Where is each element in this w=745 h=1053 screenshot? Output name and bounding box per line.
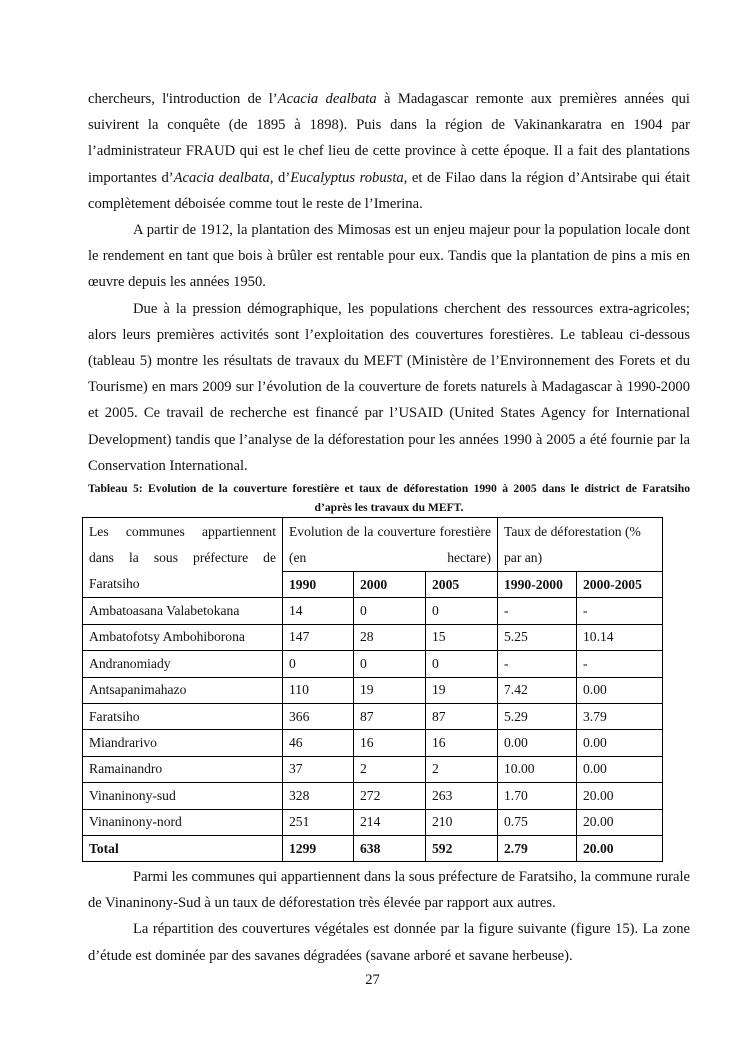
cover-2000: 0 xyxy=(354,598,426,624)
rate-2000-2005: 0.00 xyxy=(577,677,663,703)
table-row xyxy=(83,730,663,756)
cover-1990: 14 xyxy=(283,598,354,624)
text-segment: à Madagascar remonte aux premières années qui suivirent la conquête (de 1895 à 1898). Puis dans la région de Vakinankaratra en 1904 par l’administrateur FRAUD qui est le chef lieu de cette province à cette époque. Il a fait des plantations importantes d’ xyxy=(88,91,690,186)
rate-2000-2005: 20.00 xyxy=(577,809,663,835)
cover-2000: 28 xyxy=(354,624,426,650)
table-caption xyxy=(88,479,690,517)
paragraph-acacia-history xyxy=(88,86,690,217)
cover-1990: 0 xyxy=(283,651,354,677)
rate-1990-2000: 0.00 xyxy=(498,730,577,756)
rate-1990-2000: 0.75 xyxy=(498,809,577,835)
text-segment: chercheurs, l'introduction de l’ xyxy=(88,91,278,107)
rate-2000-2005: - xyxy=(577,651,663,677)
species-name: Eucalyptus robusta xyxy=(290,169,404,186)
cover-1990: 110 xyxy=(283,677,354,703)
text-segment: , et de Filao dans la région d’Antsirabe qui était complètement déboisée comme tout le reste de l’Imerina. xyxy=(88,169,690,212)
rate-1990-2000: 1.70 xyxy=(498,783,577,809)
paragraph-mimosa-plantation xyxy=(88,217,690,296)
table-caption-line1: Tableau 5: Evolution de la couverture forestière et taux de déforestation 1990 à 2005 dans le district de Faratsiho xyxy=(88,482,690,496)
table-row xyxy=(83,756,663,782)
cover-2005: 15 xyxy=(426,624,498,650)
cover-2005: 0 xyxy=(426,598,498,624)
cover-1990: 37 xyxy=(283,756,354,782)
cover-2000: 214 xyxy=(354,809,426,835)
total-label: Total xyxy=(83,835,283,861)
header-period-1990-2000: 1990-2000 xyxy=(498,572,577,598)
cover-2000: 2 xyxy=(354,756,426,782)
header-forest-cover: Evolution de la couverture forestière (en hectare) xyxy=(283,518,498,572)
total-rate-2000-2005: 20.00 xyxy=(577,835,663,861)
header-communes: Les communes appartiennent dans la sous préfecture de Faratsiho xyxy=(83,518,283,598)
table-row xyxy=(83,703,663,729)
rate-1990-2000: - xyxy=(498,651,577,677)
cover-2000: 272 xyxy=(354,783,426,809)
header-year-1990: 1990 xyxy=(283,572,354,598)
body-text-before-table xyxy=(88,86,690,517)
table-row xyxy=(83,783,663,809)
table-row xyxy=(83,809,663,835)
commune-name: Miandrarivo xyxy=(83,730,283,756)
page-number: 27 xyxy=(365,972,380,988)
species-name: Acacia dealbata xyxy=(173,169,270,186)
cover-2005: 19 xyxy=(426,677,498,703)
cover-2000: 87 xyxy=(354,703,426,729)
rate-2000-2005: 0.00 xyxy=(577,756,663,782)
commune-name: Vinaninony-sud xyxy=(83,783,283,809)
header-period-2000-2005: 2000-2005 xyxy=(577,572,663,598)
cover-1990: 251 xyxy=(283,809,354,835)
text-segment: , d’ xyxy=(269,169,291,186)
cover-2005: 16 xyxy=(426,730,498,756)
commune-name: Ambatoasana Valabetokana xyxy=(83,598,283,624)
rate-2000-2005: 10.14 xyxy=(577,624,663,650)
paragraph-vegetation-cover: La répartition des couvertures végétales est donnée par la figure suivante (figure 15). La zone d’étude est dominée par des savanes dégradées (savane arboré et savane herbeuse). xyxy=(88,921,690,964)
cover-2000: 0 xyxy=(354,651,426,677)
header-deforestation-rate: Taux de déforestation (% par an) xyxy=(498,518,663,572)
table-header-row xyxy=(83,518,663,572)
header-year-2000: 2000 xyxy=(354,572,426,598)
header-year-2005: 2005 xyxy=(426,572,498,598)
total-rate-1990-2000: 2.79 xyxy=(498,835,577,861)
paragraph-vinaninony-sud: Parmi les communes qui appartiennent dans la sous préfecture de Faratsiho, la commune rurale de Vinaninony-Sud à un taux de déforestation très élevée par rapport aux autres. xyxy=(88,869,690,912)
rate-1990-2000: - xyxy=(498,598,577,624)
commune-name: Vinaninony-nord xyxy=(83,809,283,835)
table-caption-line2: d’après les travaux du MEFT. xyxy=(314,501,464,515)
body-text-after-table xyxy=(88,864,690,969)
table-row xyxy=(83,624,663,650)
commune-name: Antsapanimahazo xyxy=(83,677,283,703)
total-2000: 638 xyxy=(354,835,426,861)
cover-2005: 2 xyxy=(426,756,498,782)
deforestation-table xyxy=(82,517,663,862)
paragraph-demographic-pressure xyxy=(88,296,690,479)
table-row xyxy=(83,598,663,624)
rate-1990-2000: 7.42 xyxy=(498,677,577,703)
commune-name: Faratsiho xyxy=(83,703,283,729)
text-segment: Due à la pression démographique, les populations cherchent des ressources extra-agricoles; alors leurs premières activités sont l’exploitation des couvertures forestières. Le tableau ci-dessous (tableau 5) montre les résultats de travaux du MEFT (Ministère de l’Environnement des Forets et du Tourisme) en mars 2009 sur l’évolution de la couverture de forets naturels à Madagascar à 1990-2000 et 2005. Ce travail de recherche est financé par l’USAID (United States Agency for International Development) tandis que l’analyse de la déforestation pour les années 1990 à 2005 a été fournie par la Conservation International. xyxy=(88,300,690,474)
table-row xyxy=(83,677,663,703)
rate-2000-2005: 3.79 xyxy=(577,703,663,729)
table-row xyxy=(83,651,663,677)
text-segment: A partir de 1912, la plantation des Mimosas est un enjeu majeur pour la population locale dont le rendement en tant que bois à brûler est rentable pour eux. Tandis que la plantation de pins a mis en œuvre depuis les années 1950. xyxy=(88,222,690,291)
cover-2005: 87 xyxy=(426,703,498,729)
cover-2000: 19 xyxy=(354,677,426,703)
species-name: Acacia dealbata xyxy=(277,91,377,107)
commune-name: Ramainandro xyxy=(83,756,283,782)
total-2005: 592 xyxy=(426,835,498,861)
rate-1990-2000: 5.29 xyxy=(498,703,577,729)
cover-2005: 0 xyxy=(426,651,498,677)
rate-2000-2005: - xyxy=(577,598,663,624)
cover-1990: 328 xyxy=(283,783,354,809)
cover-2005: 263 xyxy=(426,783,498,809)
table-total-row xyxy=(83,835,663,861)
rate-1990-2000: 10.00 xyxy=(498,756,577,782)
total-1990: 1299 xyxy=(283,835,354,861)
rate-2000-2005: 20.00 xyxy=(577,783,663,809)
cover-1990: 147 xyxy=(283,624,354,650)
rate-1990-2000: 5.25 xyxy=(498,624,577,650)
cover-2005: 210 xyxy=(426,809,498,835)
cover-1990: 366 xyxy=(283,703,354,729)
rate-2000-2005: 0.00 xyxy=(577,730,663,756)
commune-name: Andranomiady xyxy=(83,651,283,677)
commune-name: Ambatofotsy Ambohiborona xyxy=(83,624,283,650)
cover-2000: 16 xyxy=(354,730,426,756)
cover-1990: 46 xyxy=(283,730,354,756)
